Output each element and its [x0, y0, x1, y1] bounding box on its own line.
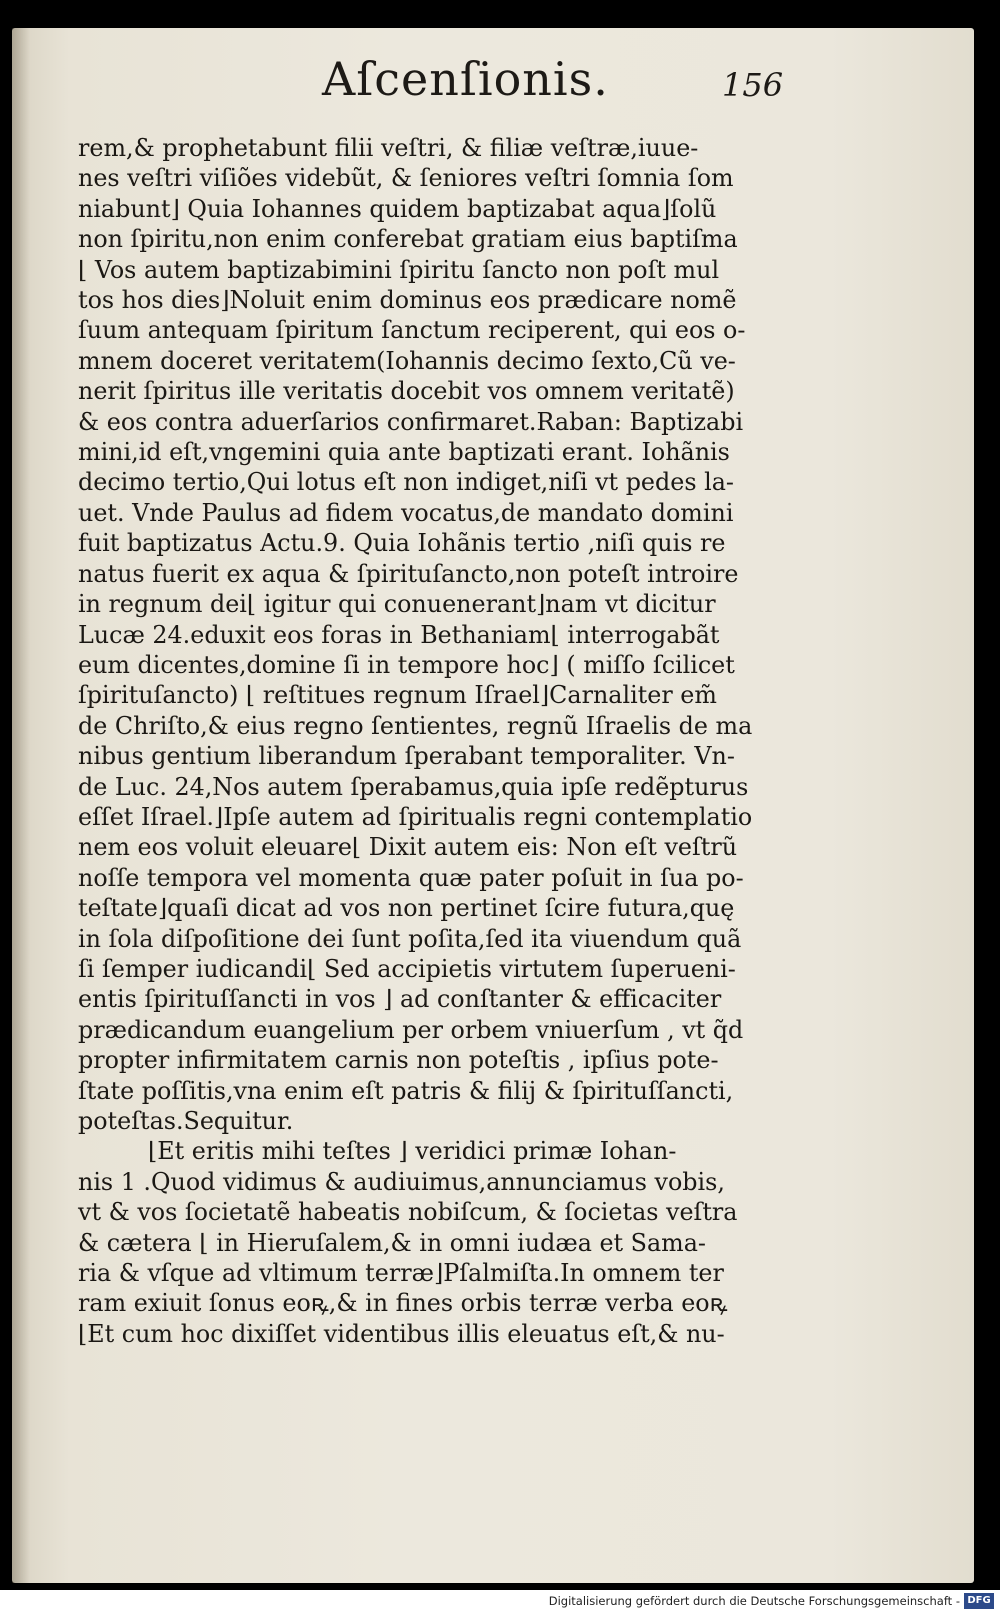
- text-line: tos hos dies⌋Noluit enim dominus eos prædicare nomẽ: [78, 286, 737, 315]
- text-line: entis ſpirituſſancti in vos ⌋ ad conſtanter & efficaciter: [78, 985, 722, 1014]
- text-line: ſpirituſancto) ⌊ reſtitues regnum Iſrael⌋Carnaliter em̃: [78, 681, 717, 710]
- text-line: propter infirmitatem carnis non poteſtis , ipſius pote-: [78, 1046, 719, 1075]
- main-text: [78, 133, 798, 1349]
- text-line: rem,& prophetabunt filii veſtri, & filiæ veſtræ,iuue-: [78, 134, 699, 162]
- text-line: & cætera ⌊ in Hieruſalem,& in omni iudæa et Sama-: [78, 1228, 706, 1257]
- text-line: niabunt⌋ Quia Iohannes quidem baptizabat aqua⌋ſolũ: [78, 194, 717, 223]
- text-line: poteſtas.Sequitur.: [78, 1107, 294, 1135]
- page-number: 156: [722, 66, 784, 104]
- text-line: ſtate poſſitis,vna enim eſt patris & filij & ſpirituſſancti,: [78, 1076, 734, 1105]
- text-line: de Chriſto,& eius regno ſentientes, regnũ Iſraelis de ma: [78, 711, 753, 740]
- dfg-logo: DFG: [964, 1593, 994, 1609]
- text-line: natus fuerit ex aqua & ſpirituſancto,non poteſt introire: [78, 559, 739, 588]
- text-line: in regnum dei⌊ igitur qui conuenerant⌋nam vt dicitur: [78, 590, 716, 619]
- funding-credit: Digitalisierung gefördert durch die Deutsche Forschungsgemeinschaft -: [548, 1594, 960, 1608]
- text-line: Lucæ 24.eduxit eos foras in Bethaniam⌊ interrogabãt: [78, 620, 720, 649]
- text-line: nes veſtri viſiões videbũt, & ſeniores veſtri ſomnia ſom: [78, 164, 734, 193]
- book-page: [12, 28, 974, 1583]
- text-line: ria & vſque ad vltimum terræ⌋Pſalmiſta.In omnem ter: [78, 1259, 724, 1288]
- text-line: non ſpiritu,non enim conferebat gratiam eius baptiſma: [78, 225, 738, 254]
- text-line: nibus gentium liberandum ſperabant temporaliter. Vn-: [78, 742, 735, 771]
- text-line: fuit baptizatus Actu.9. Quia Iohãnis tertio ,niſi quis re: [78, 529, 726, 558]
- text-line: nerit ſpiritus ille veritatis docebit vos omnem veritatẽ): [78, 377, 735, 406]
- running-title: Aſcenſionis.: [322, 52, 609, 106]
- text-line: decimo tertio,Qui lotus eſt non indiget,niſi vt pedes la-: [78, 468, 734, 497]
- text-line: uet. Vnde Paulus ad fidem vocatus,de mandato domini: [78, 498, 734, 527]
- text-line: nis 1 .Quod vidimus & audiuimus,annunciamus vobis,: [78, 1167, 725, 1196]
- text-line: ſuum antequam ſpiritum ſanctum reciperent, qui eos o-: [78, 316, 746, 345]
- footer-bar: [0, 1590, 1000, 1615]
- text-line: ⌊Et cum hoc dixiſſet videntibus illis eleuatus eſt,& nu-: [78, 1319, 725, 1348]
- text-line: ſi ſemper iudicandi⌊ Sed accipietis virtutem ſuperueni-: [78, 954, 736, 983]
- text-line: in ſola diſpoſitione dei ſunt poſita,ſed ita viuendum quã: [78, 924, 742, 953]
- text-line: prædicandum euangelium per orbem vniuerſum , vt q̃d: [78, 1015, 744, 1044]
- text-line: mnem doceret veritatem(Iohannis decimo ſexto,Cũ ve-: [78, 346, 736, 375]
- text-line: ⌊ Vos autem baptizabimini ſpiritu ſancto non poſt mul: [78, 255, 720, 284]
- text-line: de Luc. 24,Nos autem ſperabamus,quia ipſe redẽpturus: [78, 772, 749, 801]
- text-line: ⌊Et eritis mihi teſtes ⌋ veridici primæ Iohan-: [148, 1137, 677, 1166]
- text-line: vt & vos ſocietatẽ habeatis nobiſcum, & ſocietas veſtra: [78, 1198, 738, 1227]
- text-line: mini,id eſt,vngemini quia ante baptizati erant. Iohãnis: [78, 438, 730, 467]
- gutter-shadow: [12, 28, 30, 1583]
- text-line: teſtate⌋quaſi dicat ad vos non pertinet ſcire futura,quę: [78, 894, 735, 923]
- text-line: nem eos voluit eleuare⌊ Dixit autem eis: Non eſt veſtrũ: [78, 833, 738, 862]
- text-line: eſſet Iſrael.⌋Ipſe autem ad ſpiritualis regni contemplatio: [78, 802, 753, 831]
- page-header: [12, 52, 974, 122]
- text-line: ram exiuit ſonus eoꝶ,& in fines orbis terræ verba eoꝶ: [78, 1289, 728, 1318]
- text-line: eum dicentes,domine ſi in tempore hoc⌋ ( miſſo ſcilicet: [78, 650, 735, 679]
- text-line: noſſe tempora vel momenta quæ pater poſuit in ſua po-: [78, 863, 744, 892]
- text-line: & eos contra aduerſarios confirmaret.Raban: Baptizabi: [78, 407, 744, 436]
